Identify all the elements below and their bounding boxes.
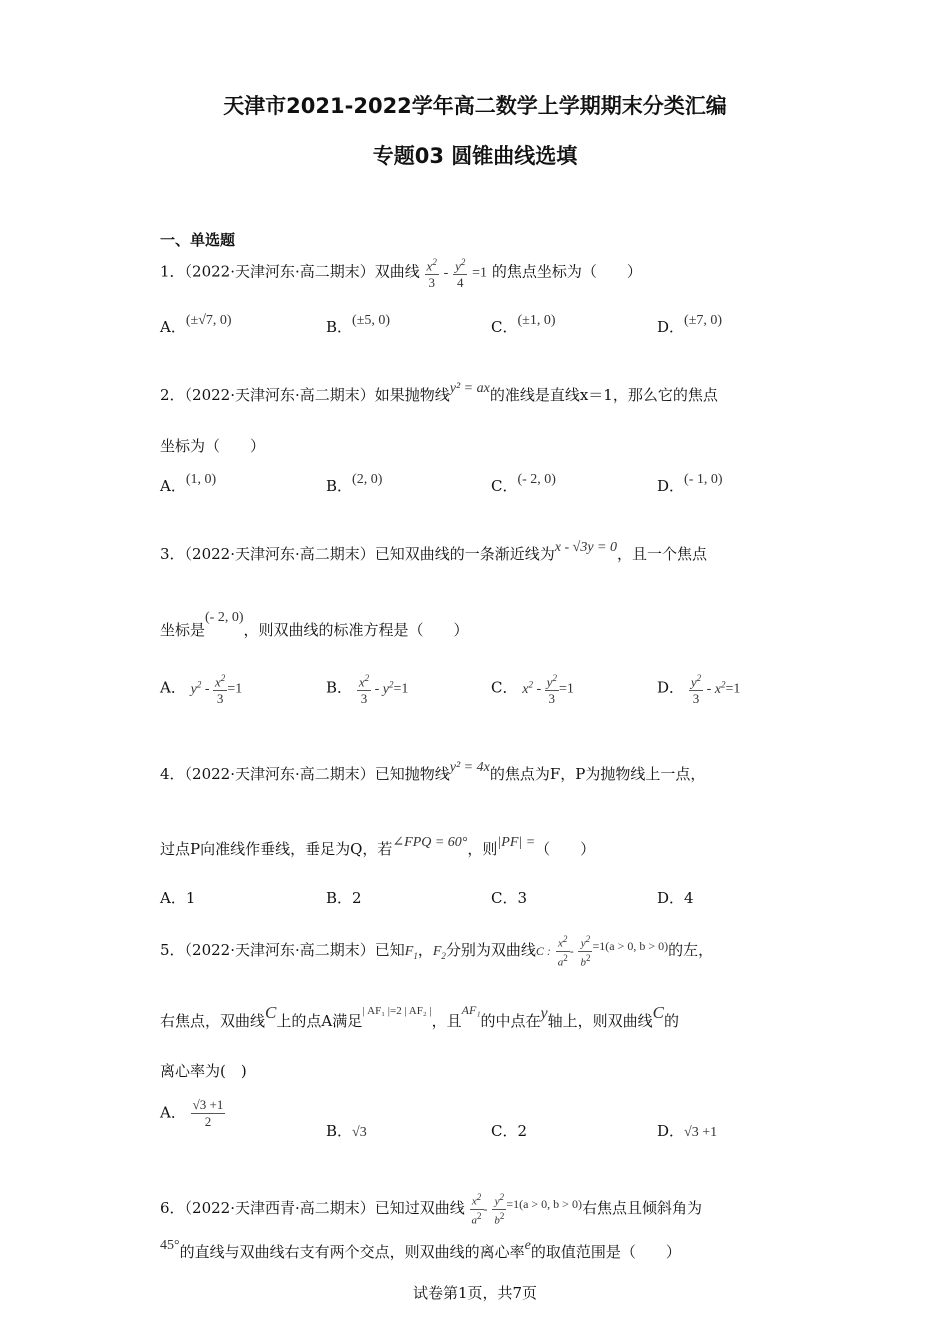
question-4: 4．（2022·天津河东·高二期末）已知抛物线y² = 4x的焦点为F，P为抛物线上一点， — [160, 760, 706, 783]
question-6: 6．（2022·天津西青·高二期末）已知过双曲线 $\frac{x^2}{a^2}$ - $\frac{y^2}{b^2}$ $^{=1(a > 0, b > 0)}$右焦点且倾斜角为 — [160, 1192, 702, 1227]
question-5-line3: 离心率为( ) — [160, 1062, 247, 1080]
question-1: 1．（2022·天津河东·高二期末）双曲线 $\frac{x^2}{3}$ - $\frac{y^2}{4}$ =1 的焦点坐标为（ ） — [160, 254, 642, 291]
equation: y² = ax — [449, 381, 490, 396]
option-a: A．1 — [160, 889, 196, 907]
equation: y² = 4x — [449, 760, 490, 775]
question-text: 的焦点坐标为（ ） — [491, 262, 642, 281]
fraction-y2-4: $\frac{y^2}{4}$ — [453, 254, 467, 291]
question-3-line2: 坐标是(- 2, 0)，则双曲线的标准方程是（ ） — [160, 610, 469, 639]
equation: x - √3y = 0 — [554, 540, 617, 555]
question-5: 5．（2022·天津河东·高二期末）已知$F_1$，$F_2$分别为双曲线C : $\frac{x^2}{a^2}$ - $\frac{y^2}{b^2}$ $^{=1(a > 0, b > 0)}$的左， — [160, 934, 714, 969]
option-d: D．(±7, 0) — [657, 313, 723, 336]
question-4-line2: 过点P向准线作垂线，垂足为Q，若∠FPQ = 60°，则|PF| =（ ） — [160, 835, 596, 858]
option-d: D．√3 +1 — [657, 1122, 718, 1140]
option-a: A． $y^2$ - $\frac{x^2}{3}$ =1 — [160, 670, 242, 707]
option-c: C．3 — [491, 889, 528, 907]
question-5-line2: 右焦点，双曲线C上的点A满足$^{| AF_1 |=2 | AF_2 |}$，且$^{AF_1}$的中点在y轴上，则双曲线C的 — [160, 1003, 680, 1030]
question-2: 2．（2022·天津河东·高二期末）如果抛物线y² = ax的准线是直线x＝1，那么它的焦点 — [160, 381, 718, 404]
option-c: C．2 — [491, 1122, 528, 1140]
option-b: B．(±5, 0) — [326, 313, 391, 336]
option-c: C． $x^2$ - $\frac{y^2}{3}$ =1 — [491, 670, 574, 707]
question-2-line2: 坐标为（ ） — [160, 437, 266, 455]
question-6-line2: 45°的直线与双曲线右支有两个交点，则双曲线的离心率e的取值范围是（ ） — [160, 1238, 681, 1261]
question-3: 3．（2022·天津河东·高二期末）已知双曲线的一条渐近线为x - √3y = 0，且一个焦点 — [160, 540, 708, 563]
fraction-x2-3: $\frac{x^2}{3}$ — [425, 254, 439, 291]
option-d: D．(- 1, 0) — [657, 472, 723, 495]
page-footer: 试卷第1页，共7页 — [412, 1284, 538, 1302]
option-a: A．(±√7, 0) — [160, 313, 232, 336]
question-text: 1．（2022·天津河东·高二期末）双曲线 — [160, 262, 420, 281]
page-subtitle: 专题03 圆锥曲线选填 — [372, 144, 578, 168]
option-d: D． $\frac{y^2}{3}$ - $x^2=1$ — [657, 670, 740, 707]
option-a: A．(1, 0) — [160, 472, 217, 495]
section-heading: 一、单选题 — [160, 231, 236, 249]
option-b: B．√3 — [326, 1122, 367, 1140]
option-b: B． $\frac{x^2}{3}$ - $y^2=1$ — [326, 670, 408, 707]
page-title: 天津市2021-2022学年高二数学上学期期末分类汇编 — [223, 94, 727, 118]
option-a: A． $\frac{√3 +1}{2}$ — [160, 1097, 224, 1129]
option-b: B．2 — [326, 889, 362, 907]
option-c: C．(- 2, 0) — [491, 472, 556, 495]
option-d: D．4 — [657, 889, 694, 907]
option-b: B．(2, 0) — [326, 472, 383, 495]
option-c: C．(±1, 0) — [491, 313, 556, 336]
